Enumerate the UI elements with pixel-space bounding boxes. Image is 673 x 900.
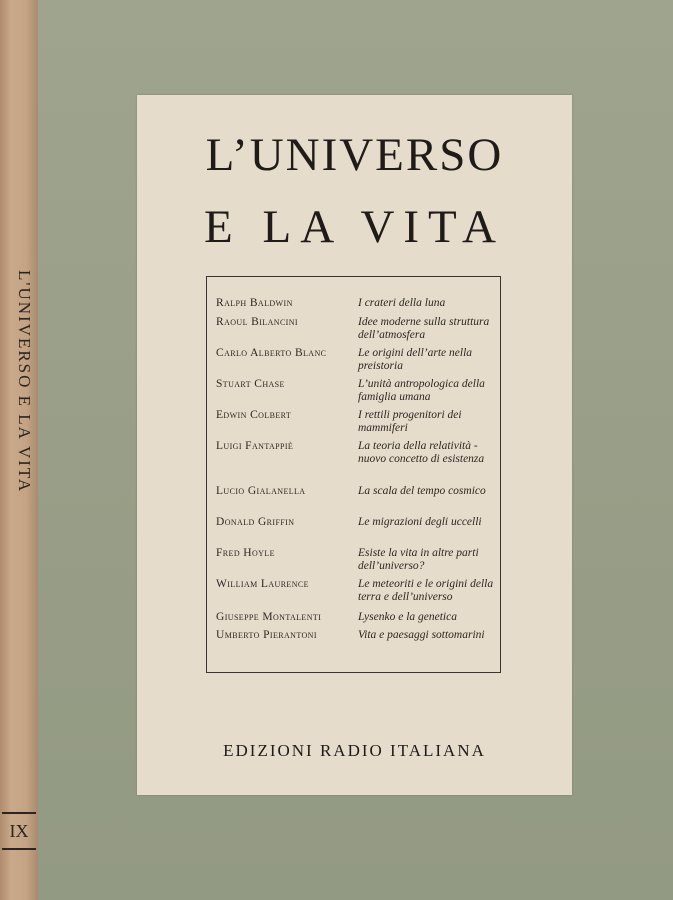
entry-author: Luigi Fantappiè bbox=[216, 440, 294, 452]
entry-topic: Esiste la vita in altre parti dell’universo? bbox=[358, 547, 479, 572]
cover-title-line-1: L’UNIVERSO bbox=[205, 129, 504, 181]
contents-box bbox=[206, 276, 501, 673]
entry-topic: I rettili progenitori dei mammiferi bbox=[358, 409, 462, 434]
entry-author: Umberto Pierantoni bbox=[216, 629, 317, 641]
publisher-name: EDIZIONI RADIO ITALIANA bbox=[223, 741, 486, 760]
entry-topic: La scala del tempo cosmico bbox=[358, 485, 486, 497]
entry-author: Stuart Chase bbox=[216, 378, 285, 390]
entry-topic: La teoria della relatività - nuovo concetto di esistenza bbox=[358, 440, 485, 465]
entry-topic: Idee moderne sulla struttura dell’atmosfera bbox=[358, 316, 490, 341]
entry-author: Carlo Alberto Blanc bbox=[216, 347, 327, 359]
entry-author: Edwin Colbert bbox=[216, 409, 292, 421]
entry-author: Donald Griffin bbox=[216, 516, 295, 528]
entry-author: Raoul Bilancini bbox=[216, 316, 298, 328]
entry-topic: Vita e paesaggi sottomarini bbox=[358, 629, 485, 641]
entry-topic: I crateri della luna bbox=[358, 297, 446, 309]
spine-volume-number: IX bbox=[2, 812, 36, 850]
entry-topic: Le meteoriti e le origini della terra e dell’universo bbox=[358, 578, 494, 603]
entry-topic: L’unità antropologica della famiglia umana bbox=[358, 378, 485, 403]
entry-author: Ralph Baldwin bbox=[216, 297, 293, 309]
book-spine bbox=[0, 0, 38, 900]
entry-topic: Le migrazioni degli uccelli bbox=[358, 516, 482, 528]
entry-topic: Le origini dell’arte nella preistoria bbox=[358, 347, 473, 372]
entry-author: Fred Hoyle bbox=[216, 547, 275, 559]
cover-title-line-2: E LA VITA bbox=[204, 201, 505, 253]
entry-author: Giuseppe Montalenti bbox=[216, 611, 322, 623]
spine-title: L'UNIVERSO E LA VITA bbox=[15, 270, 34, 494]
entry-topic: Lysenko e la genetica bbox=[358, 611, 457, 623]
entry-author: William Laurence bbox=[216, 578, 309, 590]
entry-author: Lucio Gialanella bbox=[216, 485, 306, 497]
cover-label bbox=[137, 95, 572, 795]
